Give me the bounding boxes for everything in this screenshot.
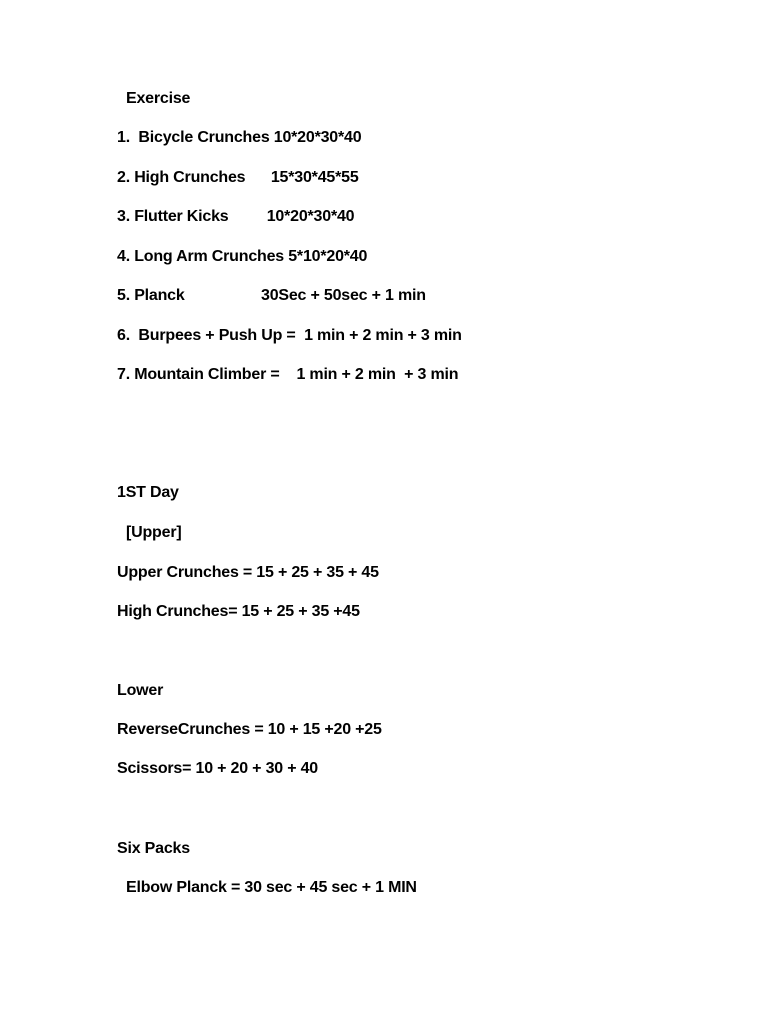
day-heading: 1ST Day <box>117 484 179 501</box>
upper-heading: [Upper] <box>126 524 182 541</box>
exercise-item-3: 3. Flutter Kicks 10*20*30*40 <box>117 208 355 225</box>
upper-item-1: Upper Crunches = 15 + 25 + 35 + 45 <box>117 564 379 581</box>
exercise-item-5: 5. Planck 30Sec + 50sec + 1 min <box>117 287 426 304</box>
exercise-item-4: 4. Long Arm Crunches 5*10*20*40 <box>117 248 368 265</box>
sixpacks-heading: Six Packs <box>117 840 190 857</box>
upper-item-2: High Crunches= 15 + 25 + 35 +45 <box>117 603 360 620</box>
exercise-item-1: 1. Bicycle Crunches 10*20*30*40 <box>117 129 362 146</box>
exercise-item-6: 6. Burpees + Push Up = 1 min + 2 min + 3 min <box>117 327 462 344</box>
exercise-heading: Exercise <box>126 90 191 107</box>
exercise-item-2: 2. High Crunches 15*30*45*55 <box>117 169 359 186</box>
sixpacks-item-1: Elbow Planck = 30 sec + 45 sec + 1 MIN <box>126 879 417 896</box>
exercise-item-7: 7. Mountain Climber = 1 min + 2 min + 3 min <box>117 366 459 383</box>
lower-item-1: ReverseCrunches = 10 + 15 +20 +25 <box>117 721 382 738</box>
lower-item-2: Scissors= 10 + 20 + 30 + 40 <box>117 760 318 777</box>
lower-heading: Lower <box>117 682 164 699</box>
